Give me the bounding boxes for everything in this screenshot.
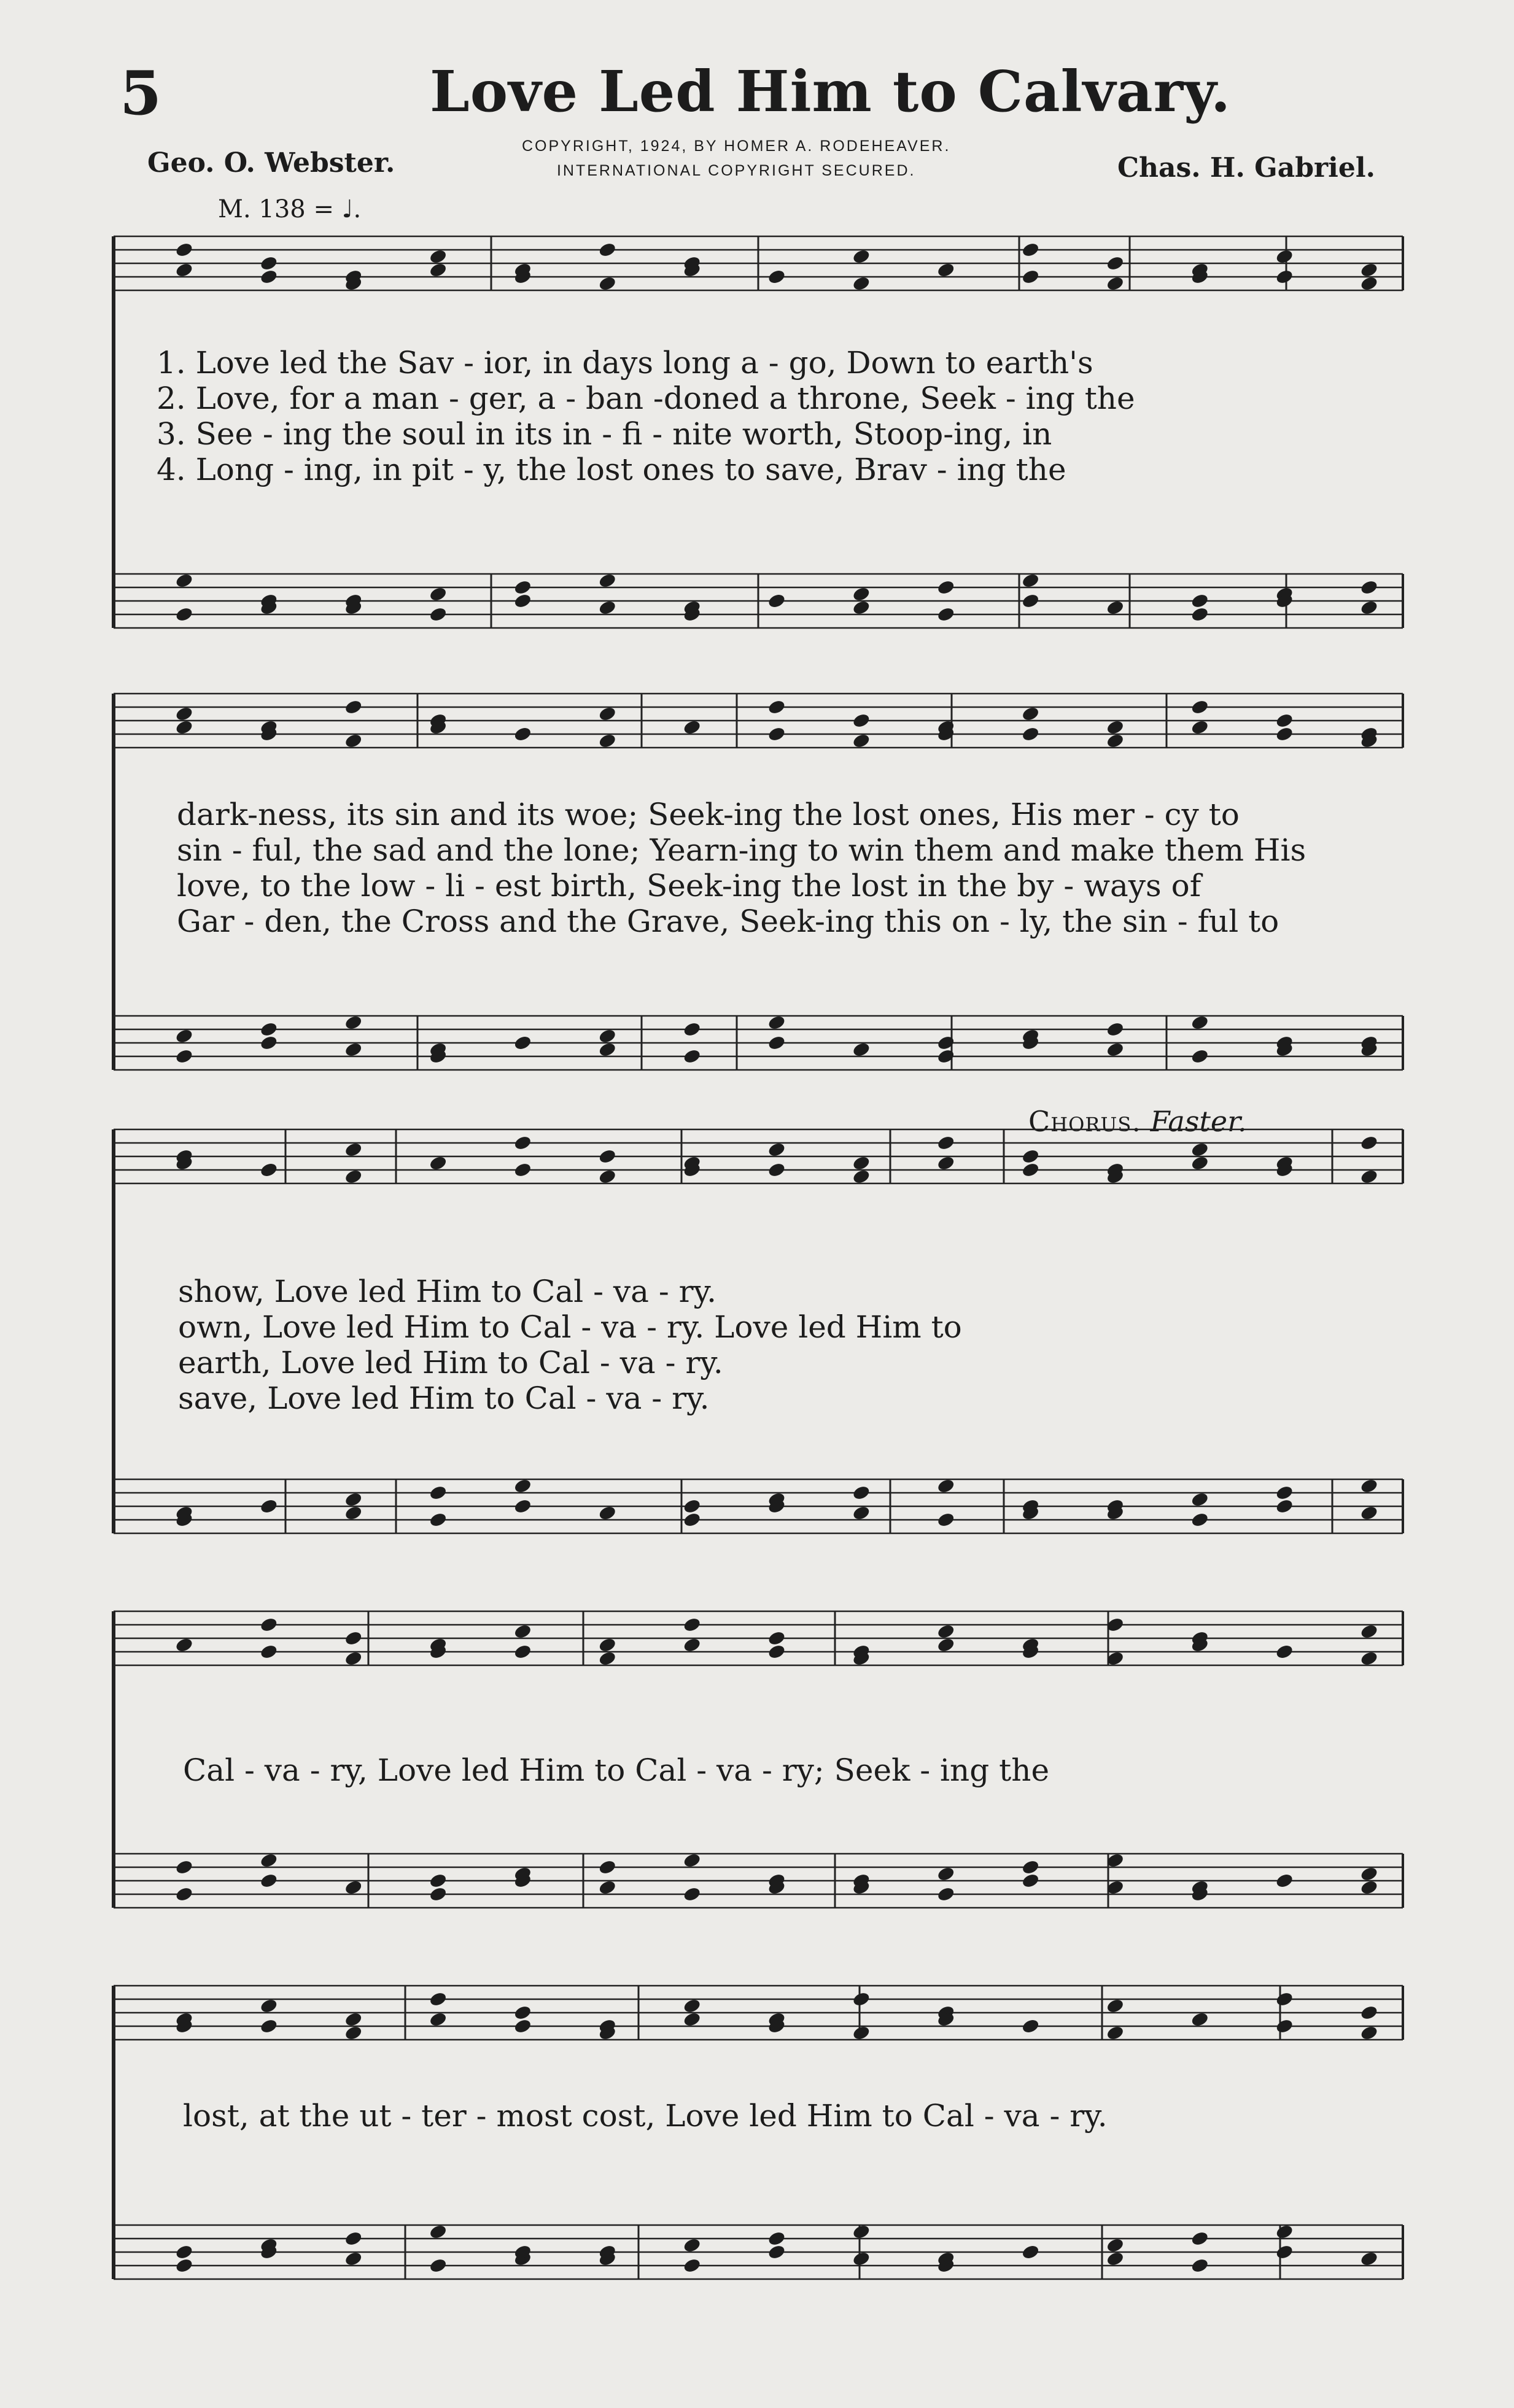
verse-2-line-2: sin - ful, the sad and the lone; Yearn-ing to win them and make them His bbox=[177, 832, 1306, 868]
note-head bbox=[1021, 2243, 1040, 2260]
note-head bbox=[174, 261, 193, 278]
note-head bbox=[1106, 2024, 1125, 2041]
note-head bbox=[513, 1477, 532, 1494]
note-head bbox=[513, 1034, 532, 1051]
note-head bbox=[598, 732, 617, 749]
note-head bbox=[598, 705, 617, 722]
note-head bbox=[767, 592, 786, 609]
note-head bbox=[936, 1511, 955, 1528]
note-head bbox=[429, 2257, 448, 2274]
note-head bbox=[598, 1041, 617, 1058]
note-head bbox=[1275, 1498, 1294, 1514]
note-head bbox=[429, 2223, 448, 2240]
note-head bbox=[344, 1879, 363, 1895]
note-head bbox=[852, 1168, 871, 1185]
note-head bbox=[598, 1148, 617, 1164]
note-head bbox=[1359, 1134, 1378, 1151]
note-head bbox=[683, 1997, 702, 2014]
note-head bbox=[1359, 1477, 1378, 1494]
note-head bbox=[683, 2237, 702, 2253]
chorus-line-2: lost, at the ut - ter - most cost, Love led Him to Cal - va - ry. bbox=[183, 2098, 1108, 2134]
note-head bbox=[259, 1034, 278, 1051]
note-head bbox=[513, 2018, 532, 2034]
lyricist-credit: Geo. O. Webster. bbox=[147, 147, 395, 179]
note-head bbox=[1190, 2257, 1209, 2274]
note-head bbox=[1021, 1872, 1040, 1889]
note-head bbox=[936, 1134, 955, 1151]
verse-4-line-2: Gar - den, the Cross and the Grave, Seek-ing this on - ly, the sin - ful to bbox=[177, 904, 1279, 939]
verse-3-line-1: 3. See - ing the soul in its in - fi - nite worth, Stoop-ing, in bbox=[157, 416, 1052, 452]
note-head bbox=[429, 1511, 448, 1528]
note-head bbox=[344, 1168, 363, 1185]
note-head bbox=[259, 1643, 278, 1660]
note-head bbox=[1106, 2237, 1125, 2253]
note-head bbox=[683, 1498, 702, 1514]
note-head bbox=[429, 606, 448, 622]
note-head bbox=[344, 2024, 363, 2041]
note-head bbox=[767, 1034, 786, 1051]
note-head bbox=[259, 1997, 278, 2014]
note-head bbox=[683, 1511, 702, 1528]
note-head bbox=[513, 1134, 532, 1151]
note-head bbox=[1106, 275, 1125, 292]
note-head bbox=[852, 2024, 871, 2041]
note-head bbox=[1359, 599, 1378, 616]
note-head bbox=[1359, 1879, 1378, 1895]
note-head bbox=[852, 2250, 871, 2267]
note-head bbox=[1190, 1141, 1209, 1158]
note-head bbox=[683, 1852, 702, 1868]
note-head bbox=[1106, 1041, 1125, 1058]
note-head bbox=[1275, 2223, 1294, 2240]
note-head bbox=[598, 572, 617, 589]
note-head bbox=[936, 1048, 955, 1064]
note-head bbox=[259, 268, 278, 285]
verse-4-line-3: save, Love led Him to Cal - va - ry. bbox=[178, 1380, 710, 1416]
note-head bbox=[683, 1616, 702, 1633]
note-head bbox=[174, 1028, 193, 1044]
note-head bbox=[936, 1636, 955, 1653]
note-heads bbox=[174, 241, 1378, 2274]
note-head bbox=[429, 1872, 448, 1889]
note-head bbox=[767, 2230, 786, 2247]
note-head bbox=[344, 1141, 363, 1158]
note-head bbox=[1359, 2004, 1378, 2021]
note-head bbox=[1359, 579, 1378, 595]
copyright-line: COPYRIGHT, 1924, BY HOMER A. RODEHEAVER. bbox=[522, 137, 951, 155]
note-head bbox=[174, 1859, 193, 1875]
note-head bbox=[344, 1491, 363, 1508]
note-head bbox=[852, 1991, 871, 2007]
note-head bbox=[1190, 2011, 1209, 2027]
note-head bbox=[1021, 726, 1040, 742]
note-head bbox=[1275, 2243, 1294, 2260]
note-head bbox=[259, 1498, 278, 1514]
chorus-label: Chorus. bbox=[1028, 1105, 1141, 1138]
note-head bbox=[1275, 1484, 1294, 1501]
note-head bbox=[1359, 1865, 1378, 1882]
note-head bbox=[174, 2257, 193, 2274]
note-head bbox=[936, 1865, 955, 1882]
note-head bbox=[429, 261, 448, 278]
verse-2-line-3: own, Love led Him to Cal - va - ry. Love led Him to bbox=[178, 1309, 962, 1345]
note-head bbox=[1106, 1997, 1125, 2014]
note-head bbox=[1275, 1643, 1294, 1660]
note-head bbox=[344, 2011, 363, 2027]
note-head bbox=[767, 1643, 786, 1660]
note-head bbox=[683, 1048, 702, 1064]
note-head bbox=[936, 606, 955, 622]
note-head bbox=[767, 1014, 786, 1031]
note-head bbox=[598, 599, 617, 616]
note-head bbox=[259, 1021, 278, 1037]
composer-credit: Chas. H. Gabriel. bbox=[1117, 152, 1375, 184]
note-head bbox=[344, 1650, 363, 1667]
note-head bbox=[598, 1859, 617, 1875]
note-head bbox=[683, 719, 702, 735]
note-head bbox=[174, 1886, 193, 1902]
note-head bbox=[1359, 275, 1378, 292]
note-head bbox=[344, 1041, 363, 1058]
note-head bbox=[683, 1886, 702, 1902]
note-head bbox=[936, 1623, 955, 1640]
note-head bbox=[344, 1630, 363, 1646]
note-head bbox=[174, 719, 193, 735]
note-head bbox=[1021, 592, 1040, 609]
note-head bbox=[1359, 1623, 1378, 1640]
note-head bbox=[513, 1643, 532, 1660]
note-head bbox=[259, 1161, 278, 1178]
note-head bbox=[683, 1636, 702, 1653]
note-head bbox=[344, 699, 363, 715]
note-head bbox=[1359, 2250, 1378, 2267]
note-head bbox=[174, 241, 193, 258]
note-head bbox=[852, 712, 871, 729]
note-head bbox=[259, 255, 278, 271]
note-head bbox=[1359, 1168, 1378, 1185]
note-head bbox=[852, 1504, 871, 1521]
note-head bbox=[1190, 1014, 1209, 1031]
hymn-number: 5 bbox=[120, 58, 162, 129]
note-head bbox=[513, 1498, 532, 1514]
note-head bbox=[259, 1852, 278, 1868]
note-head bbox=[1021, 705, 1040, 722]
note-head bbox=[936, 1155, 955, 1171]
note-head bbox=[767, 2243, 786, 2260]
note-head bbox=[1190, 699, 1209, 715]
note-head bbox=[598, 241, 617, 258]
verse-3-line-3: earth, Love led Him to Cal - va - ry. bbox=[178, 1345, 723, 1380]
note-head bbox=[513, 726, 532, 742]
note-head bbox=[936, 261, 955, 278]
note-head bbox=[598, 1504, 617, 1521]
note-head bbox=[1190, 606, 1209, 622]
note-head bbox=[1275, 248, 1294, 265]
note-head bbox=[1190, 2230, 1209, 2247]
note-head bbox=[936, 579, 955, 595]
note-head bbox=[1106, 1021, 1125, 1037]
note-head bbox=[429, 586, 448, 602]
note-head bbox=[936, 1034, 955, 1051]
note-head bbox=[429, 2011, 448, 2027]
note-head bbox=[259, 1872, 278, 1889]
note-head bbox=[1190, 1048, 1209, 1064]
hymn-title: Love Led Him to Calvary. bbox=[430, 58, 1232, 125]
note-head bbox=[598, 1636, 617, 1653]
note-head bbox=[344, 732, 363, 749]
note-head bbox=[1275, 712, 1294, 729]
note-head bbox=[936, 1886, 955, 1902]
note-head bbox=[1275, 1991, 1294, 2007]
note-head bbox=[1106, 719, 1125, 735]
verse-2-line-1: 2. Love, for a man - ger, a - ban -doned a throne, Seek - ing the bbox=[157, 381, 1135, 416]
note-head bbox=[1106, 255, 1125, 271]
note-head bbox=[1190, 1491, 1209, 1508]
chorus-line-1: Cal - va - ry, Love led Him to Cal - va - ry; Seek - ing the bbox=[183, 1752, 1050, 1788]
note-head bbox=[259, 1616, 278, 1633]
note-head bbox=[513, 1623, 532, 1640]
note-head bbox=[598, 1650, 617, 1667]
note-head bbox=[852, 1041, 871, 1058]
note-head bbox=[1021, 2018, 1040, 2034]
chorus-tempo: Faster. bbox=[1150, 1105, 1247, 1138]
note-head bbox=[1021, 1161, 1040, 1178]
note-head bbox=[598, 1168, 617, 1185]
note-head bbox=[683, 1021, 702, 1037]
verse-1-line-1: 1. Love led the Sav - ior, in days long a - go, Down to earth's bbox=[157, 345, 1093, 381]
note-head bbox=[852, 1484, 871, 1501]
note-head bbox=[1359, 2024, 1378, 2041]
note-head bbox=[852, 732, 871, 749]
note-head bbox=[429, 1155, 448, 1171]
note-head bbox=[1021, 268, 1040, 285]
note-head bbox=[852, 248, 871, 265]
note-head bbox=[1190, 592, 1209, 609]
note-head bbox=[852, 275, 871, 292]
note-head bbox=[1275, 268, 1294, 285]
note-head bbox=[174, 705, 193, 722]
note-head bbox=[1190, 1511, 1209, 1528]
note-head bbox=[174, 1636, 193, 1653]
note-head bbox=[936, 1477, 955, 1494]
note-head bbox=[852, 2223, 871, 2240]
verse-1-line-3: show, Love led Him to Cal - va - ry. bbox=[178, 1274, 717, 1309]
note-head bbox=[1359, 261, 1378, 278]
note-head bbox=[1021, 1148, 1040, 1164]
note-head bbox=[1359, 1504, 1378, 1521]
note-head bbox=[767, 726, 786, 742]
note-head bbox=[1190, 1155, 1209, 1171]
note-head bbox=[344, 1504, 363, 1521]
note-head bbox=[767, 268, 786, 285]
copyright-line: INTERNATIONAL COPYRIGHT SECURED. bbox=[556, 162, 916, 179]
metronome-marking: M. 138 = ♩. bbox=[218, 195, 362, 223]
note-head bbox=[852, 1155, 871, 1171]
note-head bbox=[767, 1141, 786, 1158]
staff-systems bbox=[114, 236, 1403, 2279]
note-head bbox=[259, 2018, 278, 2034]
note-head bbox=[1021, 1859, 1040, 1875]
note-head bbox=[1359, 1650, 1378, 1667]
note-head bbox=[1021, 241, 1040, 258]
note-head bbox=[429, 1484, 448, 1501]
note-head bbox=[174, 606, 193, 622]
note-head bbox=[1190, 719, 1209, 735]
note-head bbox=[683, 2257, 702, 2274]
note-head bbox=[513, 579, 532, 595]
note-head bbox=[174, 572, 193, 589]
note-head bbox=[767, 699, 786, 715]
note-head bbox=[513, 1161, 532, 1178]
note-head bbox=[1021, 572, 1040, 589]
note-head bbox=[1106, 732, 1125, 749]
note-head bbox=[852, 586, 871, 602]
note-head bbox=[598, 1028, 617, 1044]
note-head bbox=[852, 599, 871, 616]
note-head bbox=[1106, 599, 1125, 616]
verse-3-line-2: love, to the low - li - est birth, Seek-ing the lost in the by - ways of bbox=[177, 868, 1201, 904]
note-head bbox=[429, 1886, 448, 1902]
note-head bbox=[1275, 1872, 1294, 1889]
note-head bbox=[344, 2250, 363, 2267]
note-head bbox=[767, 1161, 786, 1178]
note-head bbox=[429, 1991, 448, 2007]
note-head bbox=[174, 1048, 193, 1064]
note-head bbox=[174, 2243, 193, 2260]
note-head bbox=[344, 1014, 363, 1031]
note-head bbox=[344, 2230, 363, 2247]
verse-4-line-1: 4. Long - ing, in pit - y, the lost ones to save, Brav - ing the bbox=[157, 452, 1066, 487]
note-head bbox=[513, 592, 532, 609]
note-head bbox=[513, 2004, 532, 2021]
note-head bbox=[429, 248, 448, 265]
note-head bbox=[1275, 2018, 1294, 2034]
note-head bbox=[598, 1879, 617, 1895]
note-head bbox=[683, 2011, 702, 2027]
note-head bbox=[598, 275, 617, 292]
note-head bbox=[767, 1630, 786, 1646]
note-head bbox=[1106, 2250, 1125, 2267]
note-head bbox=[1275, 726, 1294, 742]
verse-1-line-2: dark-ness, its sin and its woe; Seek-ing the lost ones, His mer - cy to bbox=[177, 797, 1240, 832]
